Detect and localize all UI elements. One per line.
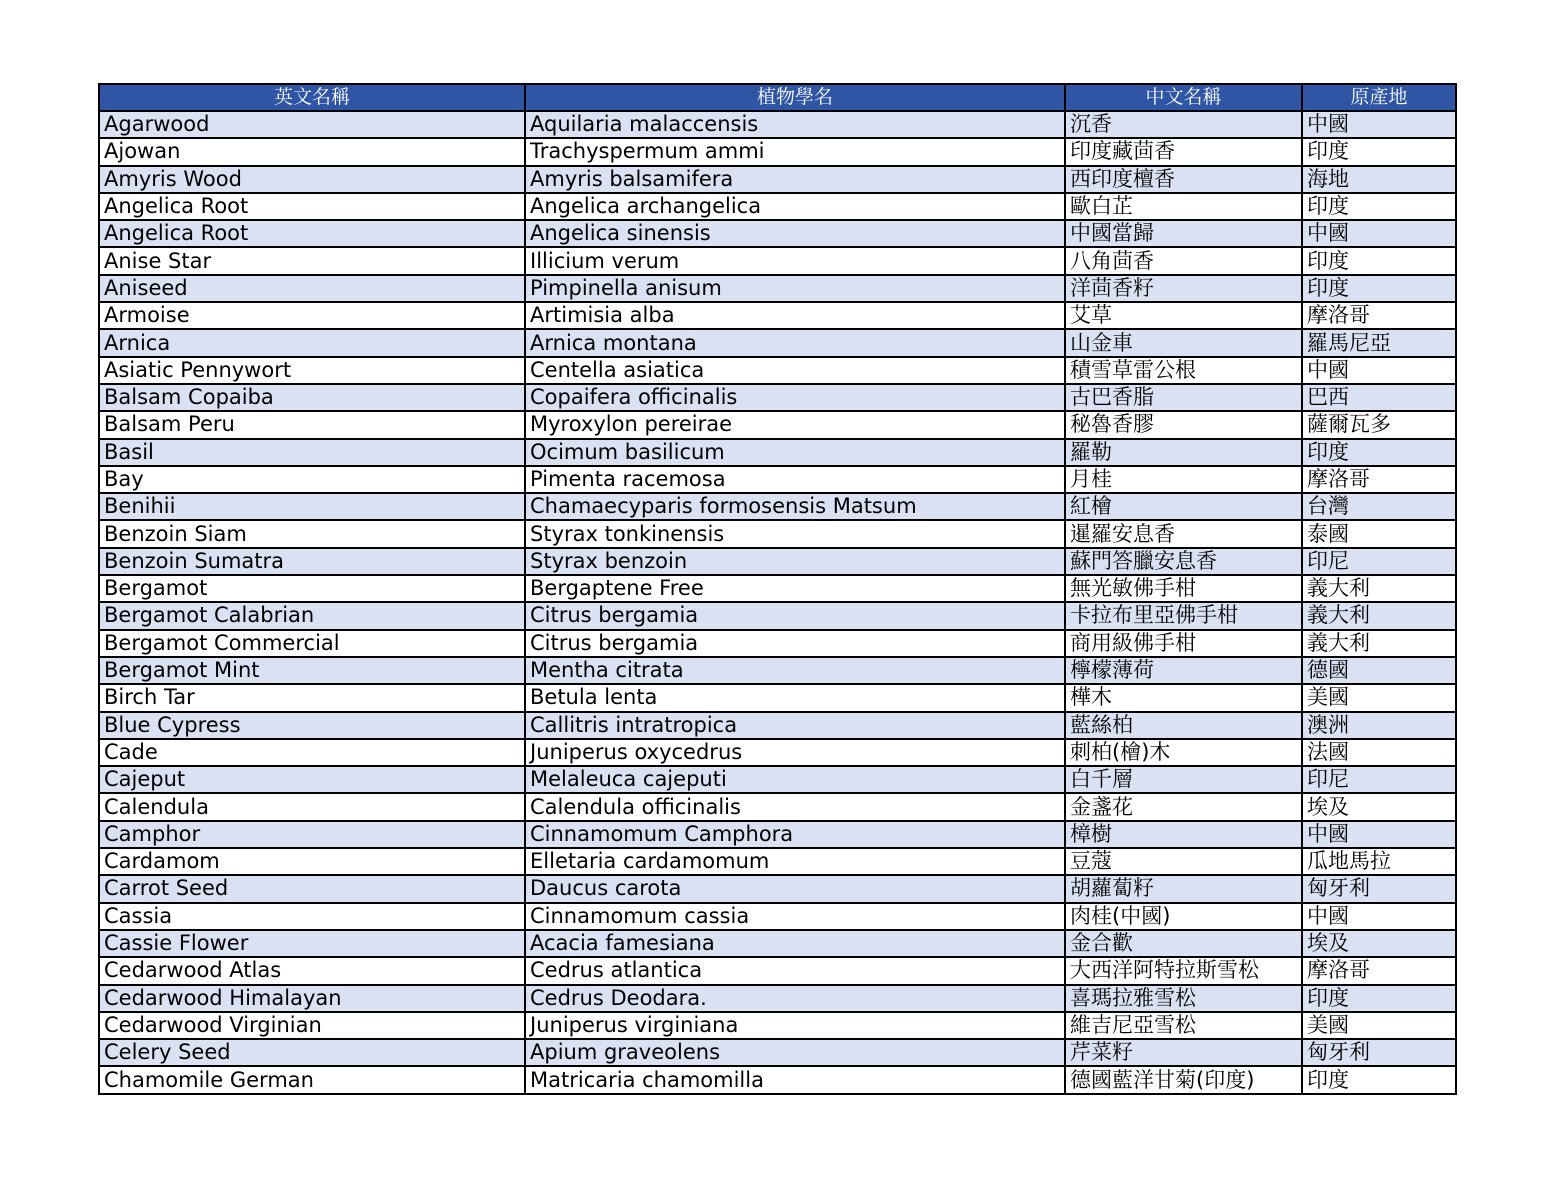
cell-chinese-name: 胡蘿蔔籽 [1065,875,1302,902]
cell-botanical-name: Cinnamomum cassia [525,903,1065,930]
cell-botanical-name: Calendula officinalis [525,793,1065,820]
cell-origin: 印度 [1302,1066,1456,1093]
cell-botanical-name: Citrus bergamia [525,602,1065,629]
cell-chinese-name: 月桂 [1065,466,1302,493]
table-row [99,111,1456,138]
cell-chinese-name: 印度藏茴香 [1065,138,1302,165]
cell-origin: 匈牙利 [1302,1039,1456,1066]
table-row [99,712,1456,739]
cell-origin: 埃及 [1302,930,1456,957]
table-row [99,575,1456,602]
cell-chinese-name: 芹菜籽 [1065,1039,1302,1066]
table-row [99,220,1456,247]
cell-chinese-name: 古巴香脂 [1065,384,1302,411]
table-row [99,903,1456,930]
table-row [99,930,1456,957]
cell-botanical-name: Arnica montana [525,329,1065,356]
table-row [99,493,1456,520]
cell-chinese-name: 藍絲柏 [1065,712,1302,739]
cell-botanical-name: Betula lenta [525,684,1065,711]
cell-chinese-name: 洋茴香籽 [1065,275,1302,302]
cell-english-name: Cedarwood Virginian [99,1012,525,1039]
cell-english-name: Angelica Root [99,193,525,220]
cell-origin: 摩洛哥 [1302,957,1456,984]
cell-origin: 澳洲 [1302,712,1456,739]
essential-oil-table [98,83,1457,1095]
cell-origin: 中國 [1302,903,1456,930]
cell-botanical-name: Bergaptene Free [525,575,1065,602]
cell-english-name: Cedarwood Himalayan [99,985,525,1012]
cell-botanical-name: Trachyspermum ammi [525,138,1065,165]
cell-origin: 德國 [1302,657,1456,684]
cell-botanical-name: Matricaria chamomilla [525,1066,1065,1093]
cell-chinese-name: 紅檜 [1065,493,1302,520]
cell-chinese-name: 秘魯香膠 [1065,411,1302,438]
cell-botanical-name: Styrax benzoin [525,548,1065,575]
cell-english-name: Agarwood [99,111,525,138]
cell-english-name: Cassie Flower [99,930,525,957]
table-header-row [99,84,1456,111]
cell-english-name: Angelica Root [99,220,525,247]
table-row [99,302,1456,329]
cell-chinese-name: 卡拉布里亞佛手柑 [1065,602,1302,629]
cell-botanical-name: Illicium verum [525,247,1065,274]
cell-botanical-name: Citrus bergamia [525,630,1065,657]
cell-english-name: Blue Cypress [99,712,525,739]
cell-botanical-name: Acacia famesiana [525,930,1065,957]
table-row [99,193,1456,220]
cell-chinese-name: 檸檬薄荷 [1065,657,1302,684]
table-row [99,957,1456,984]
cell-english-name: Bergamot Calabrian [99,602,525,629]
table-row [99,985,1456,1012]
cell-english-name: Bay [99,466,525,493]
cell-chinese-name: 積雪草雷公根 [1065,357,1302,384]
cell-chinese-name: 豆蔻 [1065,848,1302,875]
table-row [99,848,1456,875]
cell-english-name: Benihii [99,493,525,520]
cell-chinese-name: 肉桂(中國) [1065,903,1302,930]
cell-chinese-name: 刺柏(檜)木 [1065,739,1302,766]
cell-chinese-name: 白千層 [1065,766,1302,793]
cell-botanical-name: Chamaecyparis formosensis Matsum [525,493,1065,520]
table-row [99,684,1456,711]
table-row [99,739,1456,766]
cell-chinese-name: 八角茴香 [1065,247,1302,274]
cell-origin: 印度 [1302,138,1456,165]
cell-english-name: Ajowan [99,138,525,165]
cell-botanical-name: Elletaria cardamomum [525,848,1065,875]
cell-origin: 羅馬尼亞 [1302,329,1456,356]
table-row [99,821,1456,848]
cell-english-name: Carrot Seed [99,875,525,902]
header-chinese-name: 中文名稱 [1065,84,1302,111]
table-row [99,275,1456,302]
cell-botanical-name: Angelica archangelica [525,193,1065,220]
cell-chinese-name: 歐白芷 [1065,193,1302,220]
cell-botanical-name: Aquilaria malaccensis [525,111,1065,138]
cell-english-name: Cajeput [99,766,525,793]
cell-origin: 印度 [1302,247,1456,274]
cell-chinese-name: 西印度檀香 [1065,166,1302,193]
cell-botanical-name: Cinnamomum Camphora [525,821,1065,848]
cell-english-name: Armoise [99,302,525,329]
cell-origin: 中國 [1302,357,1456,384]
cell-botanical-name: Myroxylon pereirae [525,411,1065,438]
cell-origin: 摩洛哥 [1302,466,1456,493]
cell-origin: 義大利 [1302,575,1456,602]
table-row [99,357,1456,384]
cell-origin: 中國 [1302,220,1456,247]
cell-chinese-name: 無光敏佛手柑 [1065,575,1302,602]
cell-chinese-name: 大西洋阿特拉斯雪松 [1065,957,1302,984]
table-row [99,875,1456,902]
table-row [99,630,1456,657]
cell-chinese-name: 羅勒 [1065,439,1302,466]
cell-english-name: Cedarwood Atlas [99,957,525,984]
cell-origin: 印尼 [1302,766,1456,793]
table-row [99,1012,1456,1039]
cell-origin: 薩爾瓦多 [1302,411,1456,438]
table-body [99,111,1456,1094]
table-row [99,138,1456,165]
table-row [99,602,1456,629]
cell-chinese-name: 喜瑪拉雅雪松 [1065,985,1302,1012]
cell-botanical-name: Juniperus oxycedrus [525,739,1065,766]
cell-botanical-name: Juniperus virginiana [525,1012,1065,1039]
table-row [99,548,1456,575]
cell-english-name: Chamomile German [99,1066,525,1093]
cell-botanical-name: Melaleuca cajeputi [525,766,1065,793]
cell-english-name: Arnica [99,329,525,356]
cell-botanical-name: Callitris intratropica [525,712,1065,739]
cell-botanical-name: Ocimum basilicum [525,439,1065,466]
cell-botanical-name: Copaifera officinalis [525,384,1065,411]
cell-english-name: Benzoin Sumatra [99,548,525,575]
cell-origin: 義大利 [1302,602,1456,629]
table-row [99,329,1456,356]
cell-botanical-name: Centella asiatica [525,357,1065,384]
table-row [99,439,1456,466]
cell-english-name: Bergamot Mint [99,657,525,684]
table-row [99,657,1456,684]
cell-english-name: Cassia [99,903,525,930]
cell-origin: 瓜地馬拉 [1302,848,1456,875]
cell-origin: 法國 [1302,739,1456,766]
cell-english-name: Basil [99,439,525,466]
table-row [99,766,1456,793]
table-row [99,247,1456,274]
cell-chinese-name: 中國當歸 [1065,220,1302,247]
table-row [99,466,1456,493]
cell-english-name: Benzoin Siam [99,520,525,547]
cell-botanical-name: Cedrus atlantica [525,957,1065,984]
cell-origin: 印度 [1302,193,1456,220]
header-origin: 原產地 [1302,84,1456,111]
cell-english-name: Balsam Peru [99,411,525,438]
table-row [99,793,1456,820]
cell-botanical-name: Pimenta racemosa [525,466,1065,493]
table-row [99,411,1456,438]
cell-origin: 美國 [1302,1012,1456,1039]
table-row [99,166,1456,193]
cell-botanical-name: Mentha citrata [525,657,1065,684]
cell-origin: 中國 [1302,821,1456,848]
cell-chinese-name: 艾草 [1065,302,1302,329]
cell-botanical-name: Daucus carota [525,875,1065,902]
table-row [99,1066,1456,1093]
cell-english-name: Birch Tar [99,684,525,711]
cell-botanical-name: Pimpinella anisum [525,275,1065,302]
cell-english-name: Anise Star [99,247,525,274]
cell-botanical-name: Angelica sinensis [525,220,1065,247]
cell-chinese-name: 山金車 [1065,329,1302,356]
table-row [99,1039,1456,1066]
cell-origin: 泰國 [1302,520,1456,547]
cell-origin: 匈牙利 [1302,875,1456,902]
cell-english-name: Calendula [99,793,525,820]
cell-origin: 印度 [1302,985,1456,1012]
cell-chinese-name: 商用級佛手柑 [1065,630,1302,657]
cell-botanical-name: Amyris balsamifera [525,166,1065,193]
cell-origin: 海地 [1302,166,1456,193]
cell-origin: 美國 [1302,684,1456,711]
cell-origin: 巴西 [1302,384,1456,411]
cell-english-name: Aniseed [99,275,525,302]
cell-chinese-name: 維吉尼亞雪松 [1065,1012,1302,1039]
cell-english-name: Bergamot Commercial [99,630,525,657]
cell-chinese-name: 德國藍洋甘菊(印度) [1065,1066,1302,1093]
header-english-name: 英文名稱 [99,84,525,111]
table-row [99,384,1456,411]
cell-chinese-name: 沉香 [1065,111,1302,138]
cell-botanical-name: Cedrus Deodara. [525,985,1065,1012]
cell-origin: 台灣 [1302,493,1456,520]
cell-chinese-name: 蘇門答臘安息香 [1065,548,1302,575]
cell-origin: 印度 [1302,275,1456,302]
cell-english-name: Cade [99,739,525,766]
cell-botanical-name: Styrax tonkinensis [525,520,1065,547]
cell-botanical-name: Artimisia alba [525,302,1065,329]
cell-english-name: Celery Seed [99,1039,525,1066]
table-row [99,520,1456,547]
cell-chinese-name: 樟樹 [1065,821,1302,848]
cell-origin: 中國 [1302,111,1456,138]
cell-origin: 埃及 [1302,793,1456,820]
cell-origin: 印尼 [1302,548,1456,575]
cell-chinese-name: 金盞花 [1065,793,1302,820]
cell-english-name: Amyris Wood [99,166,525,193]
cell-chinese-name: 金合歡 [1065,930,1302,957]
cell-origin: 印度 [1302,439,1456,466]
header-botanical-name: 植物學名 [525,84,1065,111]
cell-origin: 義大利 [1302,630,1456,657]
cell-chinese-name: 樺木 [1065,684,1302,711]
cell-english-name: Balsam Copaiba [99,384,525,411]
cell-english-name: Asiatic Pennywort [99,357,525,384]
cell-english-name: Camphor [99,821,525,848]
cell-english-name: Bergamot [99,575,525,602]
cell-english-name: Cardamom [99,848,525,875]
cell-botanical-name: Apium graveolens [525,1039,1065,1066]
cell-origin: 摩洛哥 [1302,302,1456,329]
cell-chinese-name: 暹羅安息香 [1065,520,1302,547]
